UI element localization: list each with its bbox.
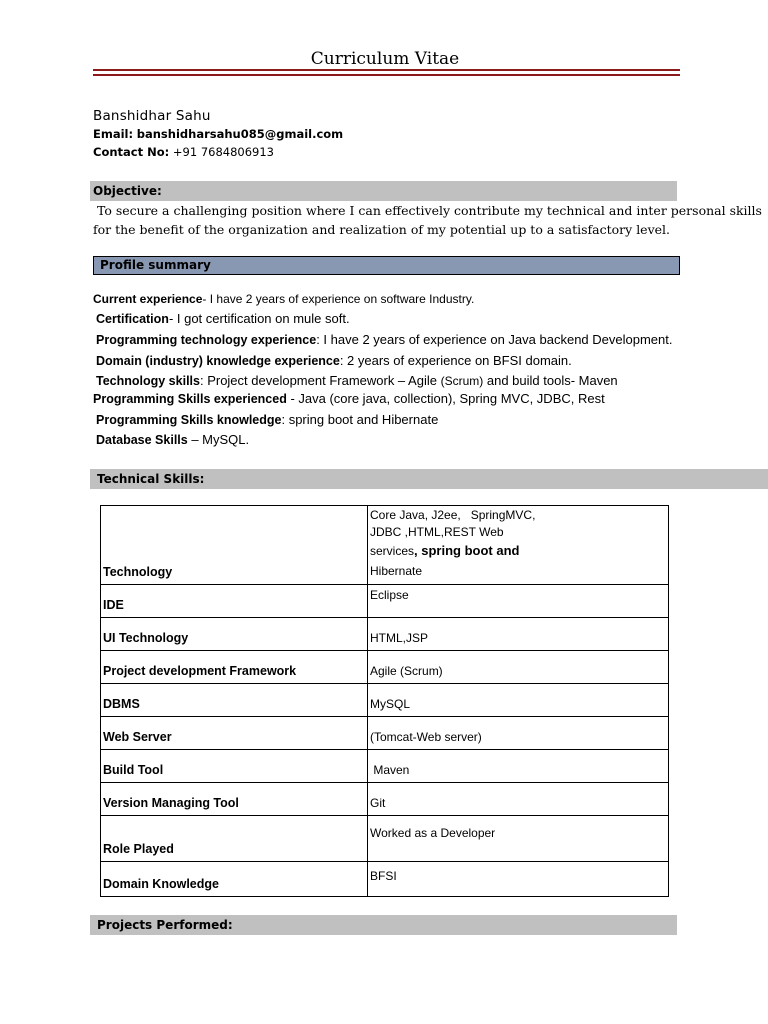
table-row [101, 717, 669, 750]
programming-knowledge-value: : spring boot and Hibernate [281, 412, 439, 427]
programming-experienced-value: - Java (core java, collection), Spring MVC, JDBC, Rest [286, 391, 605, 406]
title-rule-top [93, 69, 680, 71]
technical-skills-heading: Technical Skills: [90, 469, 768, 489]
current-experience-label: Current experience [93, 292, 203, 306]
title-rule-bottom [93, 74, 680, 76]
table-row [101, 816, 669, 862]
skill-value-cell: Git [368, 783, 669, 816]
skill-value-cell [368, 506, 669, 585]
email-value: banshidharsahu085@gmail.com [136, 127, 344, 141]
contact-label: Contact No: [93, 145, 170, 159]
objective-line-1: To secure a challenging position where I can effectively contribute my technical and inter personal skills [93, 203, 762, 218]
technology-value-line-2: JDBC ,HTML,REST Web [370, 525, 504, 539]
document-title: Curriculum Vitae [310, 49, 460, 69]
profile-programming-knowledge [96, 412, 438, 427]
certification-label: Certification [96, 312, 169, 326]
technology-value-line-3 [370, 541, 666, 561]
programming-experienced-label: Programming Skills experienced [93, 392, 287, 406]
technology-skills-value-a: : Project development Framework – Agile [199, 373, 441, 388]
objective-heading: Objective: [90, 181, 677, 201]
projects-performed-heading: Projects Performed: [90, 915, 677, 935]
technical-skills-table [100, 505, 669, 897]
skill-value-cell: Eclipse [368, 585, 669, 618]
table-row [101, 651, 669, 684]
skill-key-cell: UI Technology [101, 618, 368, 651]
profile-certification [96, 311, 350, 326]
profile-programming-technology [96, 332, 672, 347]
domain-knowledge-value: : 2 years of experience on BFSI domain. [339, 353, 572, 368]
database-skills-label: Database Skills [96, 433, 188, 447]
skill-key-cell: IDE [101, 585, 368, 618]
table-row [101, 618, 669, 651]
profile-technology-skills [96, 373, 618, 388]
skill-key-cell: Web Server [101, 717, 368, 750]
skill-key-cell: DBMS [101, 684, 368, 717]
technology-value-line-3a: services [370, 544, 415, 558]
technology-value-line-1: Core Java, J2ee, SpringMVC, [370, 508, 536, 522]
skill-value-cell: Worked as a Developer [368, 816, 669, 862]
skill-key-cell: Technology [101, 506, 368, 585]
skill-key-cell: Build Tool [101, 750, 368, 783]
objective-line-2: for the benefit of the organization and realization of my potential up to a satisfactory level. [93, 222, 671, 237]
skill-key-cell: Domain Knowledge [101, 862, 368, 897]
contact-value: +91 7684806913 [172, 145, 274, 159]
table-row [101, 783, 669, 816]
certification-value: - I got certification on mule soft. [168, 311, 350, 326]
table-row [101, 862, 669, 897]
table-row [101, 585, 669, 618]
programming-knowledge-label: Programming Skills knowledge [96, 413, 282, 427]
table-row [101, 750, 669, 783]
skill-key-cell: Version Managing Tool [101, 783, 368, 816]
current-experience-value: - I have 2 years of experience on software Industry. [202, 292, 475, 306]
technology-value-line-4: Hibernate [370, 564, 423, 578]
programming-technology-label: Programming technology experience [96, 333, 317, 347]
skill-key-cell: Role Played [101, 816, 368, 862]
technology-value-line-3b: , spring boot and [414, 543, 520, 558]
technology-skills-value-b: (Scrum) [440, 374, 484, 388]
profile-summary-heading: Profile summary [93, 256, 680, 275]
profile-database-skills [96, 432, 249, 447]
email-label: Email: [93, 127, 134, 141]
skill-key-cell: Project development Framework [101, 651, 368, 684]
domain-knowledge-label: Domain (industry) knowledge experience [96, 354, 340, 368]
skill-value-cell: MySQL [368, 684, 669, 717]
skill-value-cell: HTML,JSP [368, 618, 669, 651]
table-row [101, 684, 669, 717]
skill-value-cell: BFSI [368, 862, 669, 897]
table-row [101, 506, 669, 585]
skill-value-cell: Maven [368, 750, 669, 783]
profile-programming-experienced [93, 391, 605, 406]
technology-skills-value-c: and build tools- Maven [483, 373, 618, 388]
email-line [93, 127, 343, 141]
contact-line [93, 145, 274, 159]
skill-value-cell: (Tomcat-Web server) [368, 717, 669, 750]
skill-value-cell: Agile (Scrum) [368, 651, 669, 684]
technology-skills-label: Technology skills [96, 374, 200, 388]
programming-technology-value: : I have 2 years of experience on Java backend Development. [316, 332, 673, 347]
database-skills-value: – MySQL. [187, 432, 250, 447]
profile-domain-knowledge [96, 353, 572, 368]
candidate-name: Banshidhar Sahu [93, 108, 211, 124]
profile-current-experience [93, 292, 474, 306]
